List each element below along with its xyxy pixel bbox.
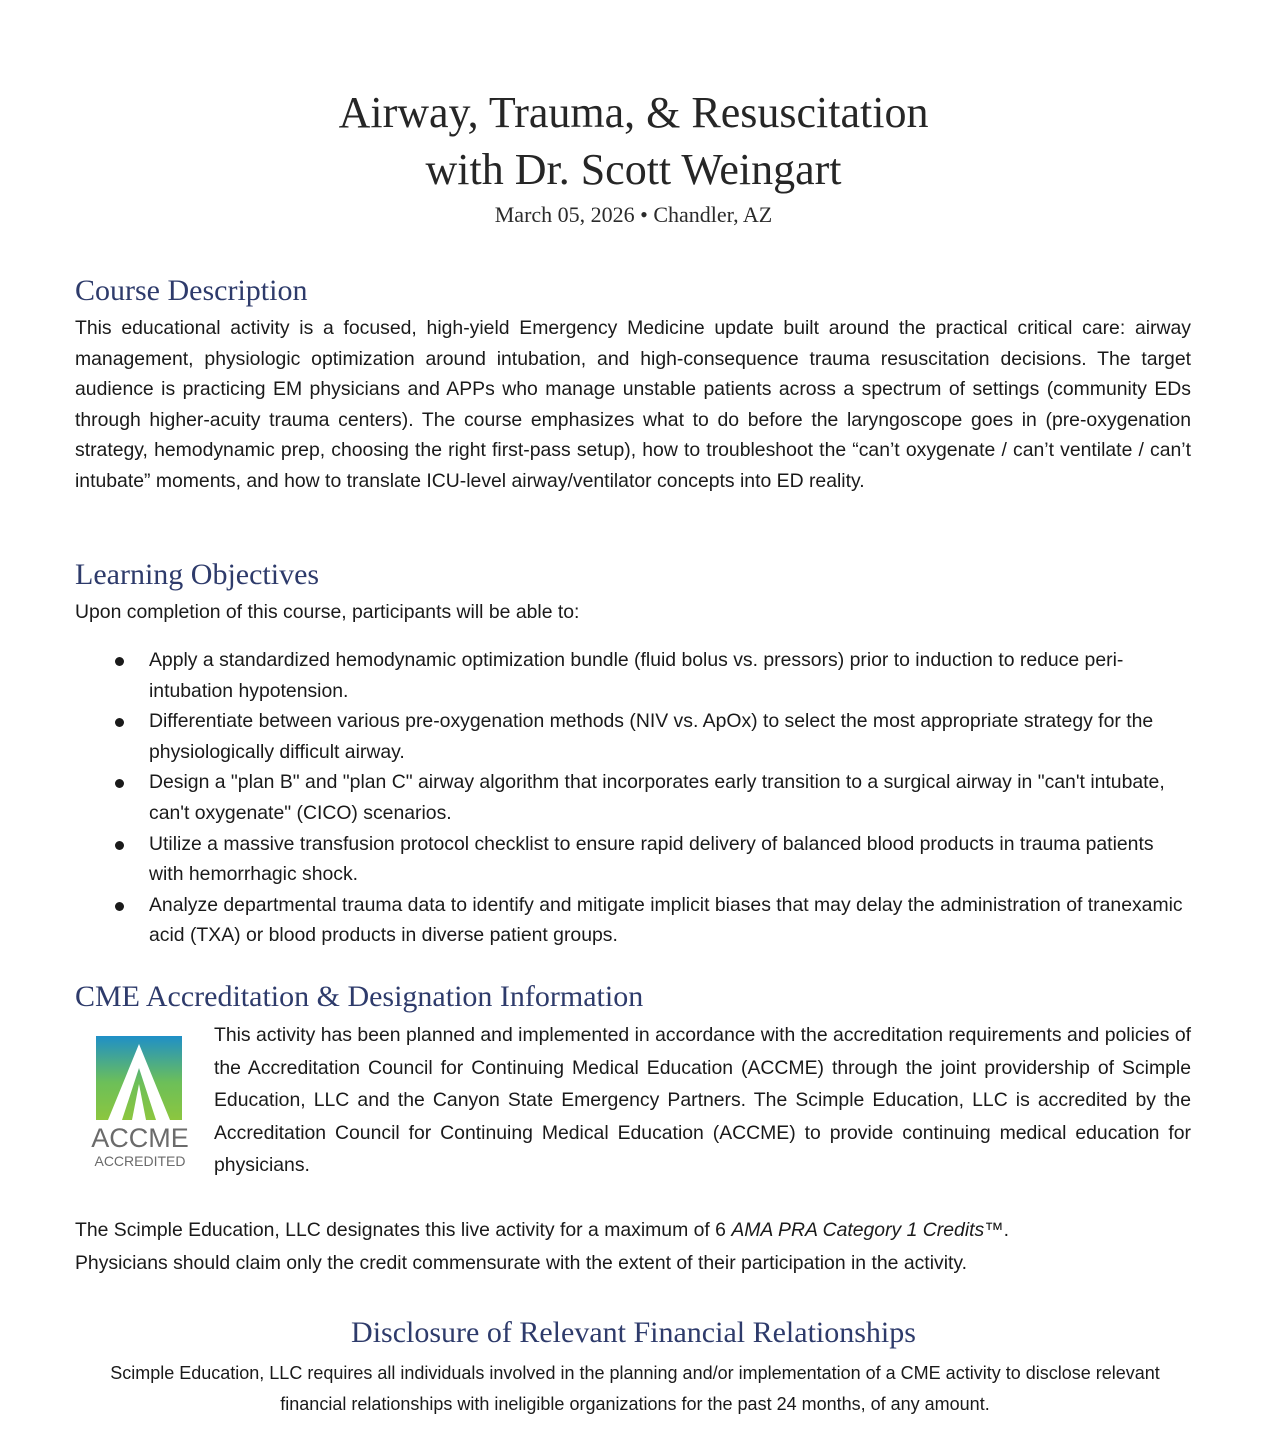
bullet-icon [115,718,124,727]
disclosure-heading: Disclosure of Relevant Financial Relationships [351,1316,916,1349]
bullet-icon [115,902,124,911]
disclosure-body: Scimple Education, LLC requires all individuals involved in the planning and/or implementation of a CME activity to disclose relevant financial relationships with ineligible organizations for the past 24 months, of any amount. [110,1363,1160,1414]
event-date-location: March 05, 2026 • Chandler, AZ [494,202,773,227]
objective-item [75,829,1191,890]
objective-item [75,767,1191,828]
designation-suffix: ™. [984,1219,1010,1241]
accme-wordmark: ACCME [91,1123,189,1153]
course-description-body: This educational activity is a focused, high-yield Emergency Medicine update built around the practical critical care: airway management, physiologic optimization around intubation, and high-consequence trauma resuscitation decisions. The target audience is practicing EM physicians and APPs who manage unstable patients across a spectrum of settings (community EDs through higher-acuity trauma centers). The course emphasizes what to do before the laryngoscope goes in (pre-oxygenation strategy, hemodynamic prep, choosing the right first-pass setup), how to troubleshoot the “can’t oxygenate / can’t ventilate / can’t intubate” moments, and how to translate ICU-level airway/ventilator concepts into ED reality. [75,317,1191,492]
accme-logo-icon [88,1036,198,1168]
accme-tagline: ACCREDITED [94,1153,186,1168]
designation-statement [75,1215,1191,1246]
objective-item [75,645,1191,706]
title-line-1: Airway, Trauma, & Resuscitation [338,88,929,137]
bullet-icon [115,657,124,666]
credit-type: AMA PRA Category 1 Credits [731,1219,985,1241]
objective-text: Design a "plan B" and "plan C" airway algorithm that incorporates early transition to a surgical airway in "can't intubate, can't oxygenate" (CICO) scenarios. [149,771,1165,824]
learning-objectives-heading: Learning Objectives [75,558,320,591]
bullet-icon [115,841,124,850]
bullet-icon [115,779,124,788]
designation-claim: Physicians should claim only the credit commensurate with the extent of their participation in the activity. [75,1252,968,1274]
cme-heading: CME Accreditation & Designation Information [75,980,644,1013]
designation-prefix: The Scimple Education, LLC designates this live activity for a maximum of 6 [75,1219,732,1241]
title-line-2: with Dr. Scott Weingart [425,145,842,194]
objective-item [75,706,1191,767]
learning-objectives-intro: Upon completion of this course, participants will be able to: [75,601,580,623]
objective-item [75,890,1191,951]
objective-text: Utilize a massive transfusion protocol checklist to ensure rapid delivery of balanced blood products in trauma patients with hemorrhagic shock. [149,832,1154,886]
objective-text: Differentiate between various pre-oxygenation methods (NIV vs. ApOx) to select the most appropriate strategy for the physiologically difficult airway. [149,710,1154,763]
course-description-heading: Course Description [75,274,308,307]
accme-accredited-logo [88,1036,198,1168]
objective-text: Analyze departmental trauma data to identify and mitigate implicit biases that may delay the administration of tranexamic acid (TXA) or blood products in diverse patient groups. [149,893,1183,947]
objective-text: Apply a standardized hemodynamic optimization bundle (fluid bolus vs. pressors) prior to induction to reduce peri-intubation hypotension. [149,649,1124,702]
accreditation-statement: This activity has been planned and implemented in accordance with the accreditation requirements and policies of the Accreditation Council for Continuing Medical Education (ACCME) through the joint providership of Scimple Education, LLC and the Canyon State Emergency Partners. The Scimple Education, LLC is accredited by the Accreditation Council for Continuing Medical Education (ACCME) to provide continuing medical education for physicians. [214,1024,1191,1177]
learning-objectives-list [75,645,1191,951]
